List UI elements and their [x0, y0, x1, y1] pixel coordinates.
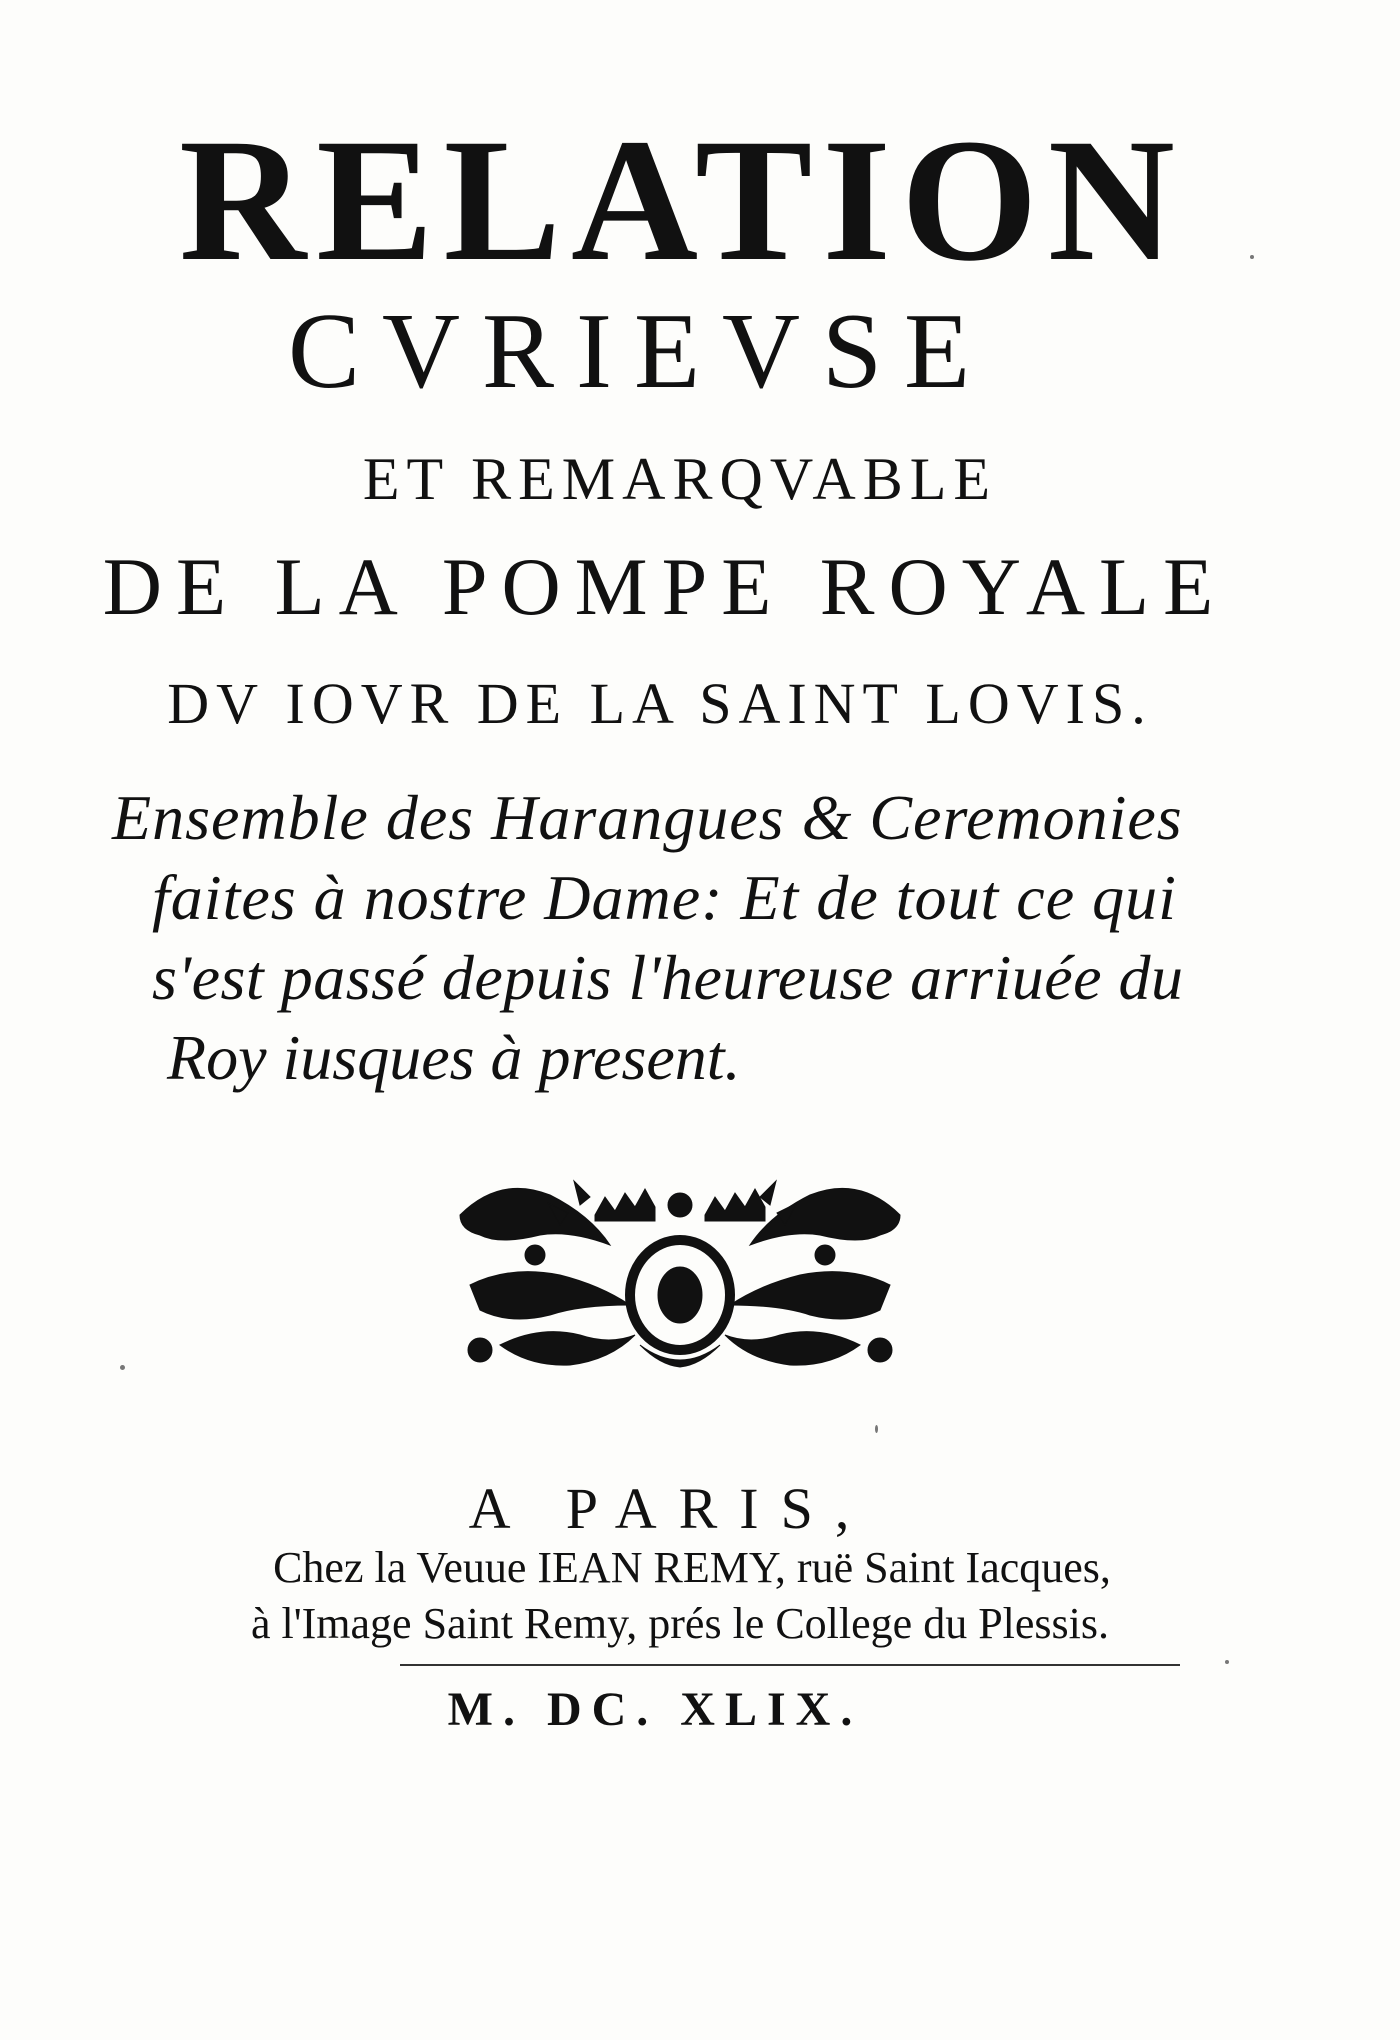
- imprint-place: A PARIS,: [468, 1476, 872, 1541]
- paper-speck: [875, 1425, 878, 1433]
- subtitle-curieuse: CVRIEVSE: [287, 292, 993, 411]
- description-line-3: s'est passé depuis l'heureuse arriuée du: [152, 942, 1184, 1013]
- subtitle-pompe-royale: DE LA POMPE ROYALE: [102, 541, 1228, 632]
- description-line-2: faites à nostre Dame: Et de tout ce qui: [152, 862, 1177, 933]
- paper-speck: [1250, 255, 1254, 259]
- description-line-4: Roy iusques à present.: [167, 1022, 741, 1093]
- description-line-1: Ensemble des Harangues & Ceremonies: [112, 782, 1183, 853]
- floral-printers-ornament-icon: [440, 1175, 920, 1375]
- main-title: RELATION: [179, 103, 1185, 298]
- imprint-date: M. DC. XLIX.: [447, 1683, 863, 1736]
- paper-speck: [1225, 1660, 1229, 1664]
- description-block: [112, 778, 1252, 1098]
- subtitle-saint-louis: DV IOVR DE LA SAINT LOVIS.: [167, 671, 1153, 736]
- imprint-divider: [400, 1664, 1180, 1666]
- imprint-printer-line-2: à l'Image Saint Remy, prés le College du Plessis.: [250, 1599, 1110, 1648]
- subtitle-remarquable: ET REMARQVABLE: [362, 446, 998, 512]
- imprint-printer-line-1: Chez la Veuue IEAN REMY, ruë Saint Iacques,: [273, 1543, 1111, 1592]
- paper-speck: [120, 1365, 125, 1370]
